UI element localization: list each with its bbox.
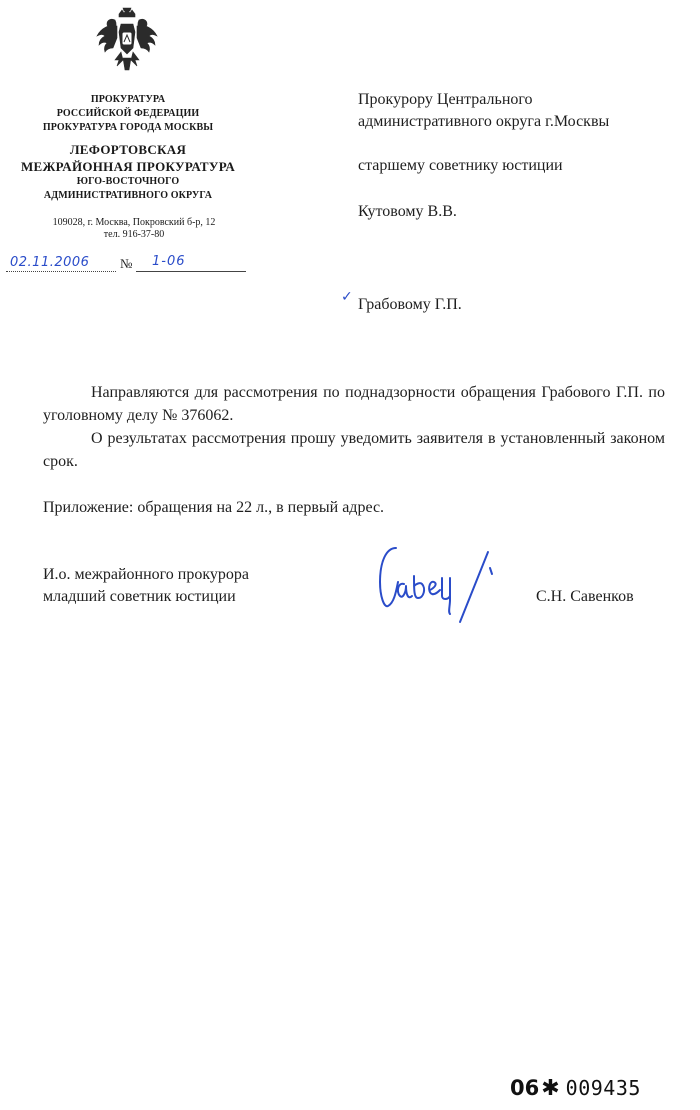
registration-serial: 009435 xyxy=(565,1076,641,1100)
appendix-line: Приложение: обращения на 22 л., в первый адрес. xyxy=(43,499,385,516)
body-paragraph-2 xyxy=(43,427,665,473)
letterhead-line-2: РОССИЙСКОЙ ФЕДЕРАЦИИ xyxy=(56,108,200,119)
letterhead-line-5: МЕЖРАЙОННАЯ ПРОКУРАТУРА xyxy=(20,159,236,174)
paragraph-2-text: О результатах рассмотрения прошу уведомить заявителя в установленный законом срок. xyxy=(43,430,665,470)
double-headed-eagle-emblem xyxy=(93,6,161,74)
letterhead-line-6: ЮГО-ВОСТОЧНОГО xyxy=(76,176,180,187)
recipient-line-4: Кутовому В.В. xyxy=(358,203,457,220)
letterhead-line-7: АДМИНИСТРАТИВНОГО ОКРУГА xyxy=(43,190,213,201)
signatory-name: С.Н. Савенков xyxy=(536,588,634,605)
number-sign: № xyxy=(120,256,133,271)
registration-number xyxy=(510,1076,641,1101)
letterhead-line-3: ПРОКУРАТУРА ГОРОДА МОСКВЫ xyxy=(42,122,214,133)
recipient-line-3: старшему советнику юстиции xyxy=(358,157,563,174)
check-mark-icon: ✓ xyxy=(341,289,353,305)
letterhead-line-4: ЛЕФОРТОВСКАЯ xyxy=(69,142,187,157)
recipient-line-2: административного округа г.Москвы xyxy=(358,113,610,130)
role-line-2: младший советник юстиции xyxy=(43,588,236,605)
outgoing-reference xyxy=(6,252,246,272)
role-line-1: И.о. межрайонного прокурора xyxy=(43,566,249,583)
recipient-line-5: Грабовому Г.П. xyxy=(358,296,462,313)
letterhead xyxy=(0,93,256,241)
recipient-block xyxy=(358,89,609,133)
asterisk-icon: ✱ xyxy=(541,1076,560,1101)
date-line xyxy=(6,271,116,272)
letterhead-phone: тел. 916-37-80 xyxy=(103,229,165,240)
registration-series: 06 xyxy=(510,1076,540,1100)
letterhead-line-1: ПРОКУРАТУРА xyxy=(90,94,166,105)
paragraph-1-text: Направляются для рассмотрения по поднадзорности обращения Грабового Г.П. по уголовному делу № 376062. xyxy=(43,384,665,424)
number-line xyxy=(136,271,246,272)
handwritten-signature xyxy=(370,540,520,636)
outgoing-number: 1-06 xyxy=(152,254,186,269)
letterhead-address: 109028, г. Москва, Покровский б-р, 12 xyxy=(52,217,216,228)
outgoing-date: 02.11.2006 xyxy=(10,255,90,270)
signatory-role xyxy=(43,564,249,608)
recipient-line-1: Прокурору Центрального xyxy=(358,91,533,108)
body-paragraph-1 xyxy=(43,381,665,427)
